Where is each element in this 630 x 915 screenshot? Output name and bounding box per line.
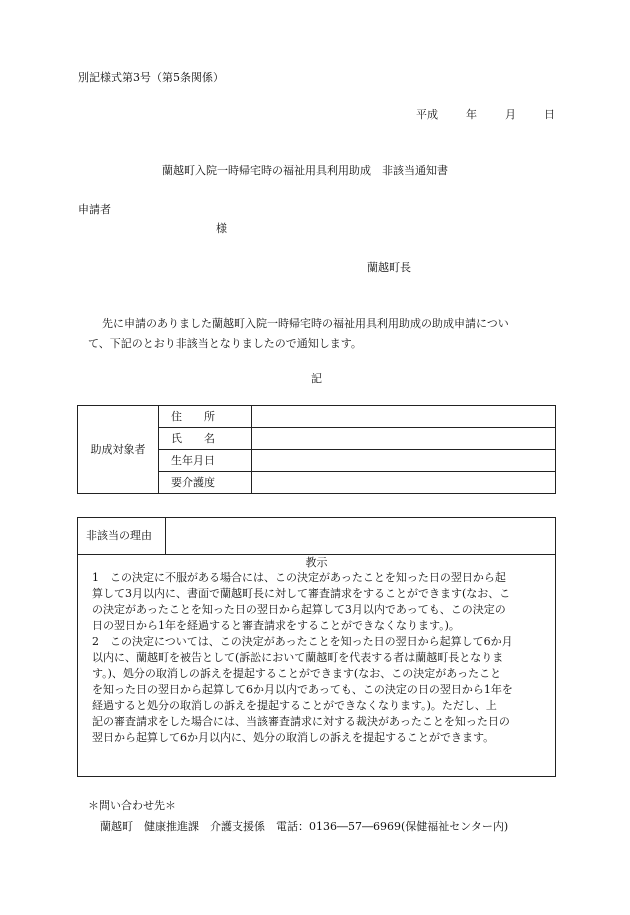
form-number: 別記様式第3号（第5条関係） — [78, 71, 224, 84]
notice-line: を知った日の翌日から起算して6か月以内であっても、この決定の日の翌日から1年を — [92, 683, 513, 696]
notice-line: 記の審査請求をした場合には、当該審査請求に対する裁決があったことを知った日の — [92, 715, 510, 728]
date-year: 年 — [466, 108, 477, 121]
body-line: 先に申請のありました蘭越町入院一時帰宅時の福祉用具利用助成の助成申請につい — [102, 317, 509, 330]
name-value — [252, 428, 556, 450]
notice-text — [92, 570, 550, 746]
notice-title: 教示 — [305, 556, 328, 569]
contact-heading: ＊問い合わせ先＊ — [88, 799, 176, 812]
notice-line: す。)、処分の取消しの訴えを提起することができます(なお、この決定があったこと — [92, 667, 502, 680]
reason-row — [78, 518, 555, 555]
birthdate-label: 生年月日 — [159, 450, 252, 472]
name-label: 氏 名 — [159, 428, 252, 450]
reason-label: 非該当の理由 — [78, 518, 166, 554]
notice-line: 経過すると処分の取消しの訴えを提起することができなくなります。)。ただし、上 — [92, 699, 497, 712]
care-level-value — [252, 472, 556, 494]
notice-line: の決定があったことを知った日の翌日から起算して3月以内であっても、この決定の — [92, 603, 506, 616]
notice-line: 算して3月以内に、書面で蘭越町長に対して審査請求をすることができます(なお、こ — [92, 587, 511, 600]
notice-line: 以内に、蘭越町を被告として(訴訟において蘭越町を代表する者は蘭越町長となりま — [92, 651, 504, 664]
date-line — [416, 108, 555, 121]
date-era: 平成 — [416, 108, 438, 121]
notice-line: 翌日から起算して6か月以内に、処分の取消しの訴えを提起することができます。 — [92, 731, 495, 744]
issuer-name: 蘭越町長 — [367, 261, 411, 274]
notice-line: 1 この決定に不服がある場合には、この決定があったことを知った日の翌日から起 — [92, 571, 506, 584]
address-value — [252, 406, 556, 428]
document-title: 蘭越町入院一時帰宅時の福祉用具利用助成 非該当通知書 — [162, 164, 448, 177]
applicant-label: 申請者 — [78, 203, 111, 216]
address-label: 住 所 — [159, 406, 252, 428]
body-paragraph — [78, 314, 558, 354]
date-month: 月 — [505, 108, 516, 121]
contact-details: 蘭越町 健康推進課 介護支援係 電話：0136―57―6969(保健福祉センター内) — [100, 820, 509, 833]
birthdate-value — [252, 450, 556, 472]
notice-line: 日の翌日から1年を経過すると審査請求をすることができなくなります。)。 — [92, 619, 460, 632]
reason-box — [77, 517, 556, 777]
applicant-honorific: 様 — [216, 222, 227, 235]
target-person-table — [77, 405, 556, 494]
body-line: て、下記のとおり非該当となりましたので通知します。 — [88, 337, 362, 350]
target-group-label: 助成対象者 — [78, 406, 159, 494]
ki-heading: 記 — [311, 372, 322, 385]
care-level-label: 要介護度 — [159, 472, 252, 494]
notice-line: 2 この決定については、この決定があったことを知った日の翌日から起算して6か月 — [92, 635, 513, 648]
date-day: 日 — [544, 108, 555, 121]
